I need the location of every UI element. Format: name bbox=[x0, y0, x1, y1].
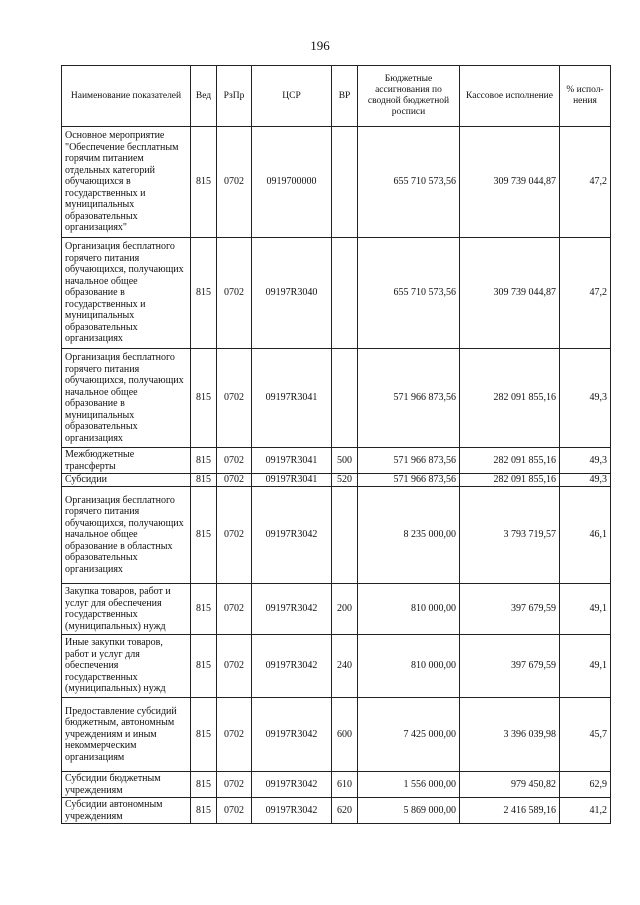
row-csr: 09197R3041 bbox=[252, 448, 332, 474]
row-vr bbox=[332, 127, 358, 238]
row-assignments: 810 000,00 bbox=[358, 584, 460, 635]
row-percent: 62,9 bbox=[560, 772, 611, 798]
row-assignments: 655 710 573,56 bbox=[358, 238, 460, 349]
table-row bbox=[62, 487, 611, 584]
row-percent: 49,3 bbox=[560, 474, 611, 487]
row-rzpr: 0702 bbox=[217, 584, 252, 635]
row-name: Организация бесплатного горячего питания обучающихся, получающих начальное общее образование в областных образовательных организациях bbox=[62, 487, 191, 584]
row-ved: 815 bbox=[191, 349, 217, 448]
row-csr: 09197R3042 bbox=[252, 635, 332, 698]
row-percent: 41,2 bbox=[560, 798, 611, 824]
table-row bbox=[62, 772, 611, 798]
row-assignments: 571 966 873,56 bbox=[358, 349, 460, 448]
row-name: Иные закупки товаров, работ и услуг для обеспечения государственных (муниципальных) нужд bbox=[62, 635, 191, 698]
row-csr: 09197R3041 bbox=[252, 349, 332, 448]
row-ved: 815 bbox=[191, 127, 217, 238]
header-percent: % испол-нения bbox=[560, 66, 611, 127]
table-row bbox=[62, 584, 611, 635]
row-name: Организация бесплатного горячего питания обучающихся, получающих начальное общее образование в муниципальных образовательных организациях bbox=[62, 349, 191, 448]
row-rzpr: 0702 bbox=[217, 698, 252, 772]
row-ved: 815 bbox=[191, 772, 217, 798]
row-vr bbox=[332, 487, 358, 584]
row-name: Основное мероприятие "Обеспечение бесплатным горячим питанием отдельных категорий обучающихся в государственных и муниципальных образовательных организациях" bbox=[62, 127, 191, 238]
row-csr: 09197R3042 bbox=[252, 772, 332, 798]
row-vr: 520 bbox=[332, 474, 358, 487]
row-name: Межбюджетные трансферты bbox=[62, 448, 191, 474]
row-ved: 815 bbox=[191, 448, 217, 474]
row-name: Субсидии автономным учреждениям bbox=[62, 798, 191, 824]
row-cash: 3 396 039,98 bbox=[460, 698, 560, 772]
row-cash: 282 091 855,16 bbox=[460, 474, 560, 487]
row-ved: 815 bbox=[191, 635, 217, 698]
row-csr: 09197R3042 bbox=[252, 698, 332, 772]
row-rzpr: 0702 bbox=[217, 772, 252, 798]
row-cash: 3 793 719,57 bbox=[460, 487, 560, 584]
row-percent: 47,2 bbox=[560, 238, 611, 349]
row-vr: 620 bbox=[332, 798, 358, 824]
row-assignments: 810 000,00 bbox=[358, 635, 460, 698]
row-rzpr: 0702 bbox=[217, 349, 252, 448]
header-assignments: Бюджетные ассигнования по сводной бюджетной росписи bbox=[358, 66, 460, 127]
row-cash: 979 450,82 bbox=[460, 772, 560, 798]
row-ved: 815 bbox=[191, 487, 217, 584]
table-row bbox=[62, 127, 611, 238]
row-assignments: 1 556 000,00 bbox=[358, 772, 460, 798]
row-cash: 397 679,59 bbox=[460, 584, 560, 635]
row-rzpr: 0702 bbox=[217, 487, 252, 584]
row-vr bbox=[332, 349, 358, 448]
row-percent: 49,1 bbox=[560, 635, 611, 698]
row-vr: 600 bbox=[332, 698, 358, 772]
row-csr: 09197R3042 bbox=[252, 798, 332, 824]
row-name: Закупка товаров, работ и услуг для обеспечения государственных (муниципальных) нужд bbox=[62, 584, 191, 635]
row-csr: 09197R3042 bbox=[252, 584, 332, 635]
budget-execution-table bbox=[61, 65, 611, 824]
row-assignments: 8 235 000,00 bbox=[358, 487, 460, 584]
row-name: Субсидии бюджетным учреждениям bbox=[62, 772, 191, 798]
table-row bbox=[62, 474, 611, 487]
row-vr: 200 bbox=[332, 584, 358, 635]
row-assignments: 571 966 873,56 bbox=[358, 474, 460, 487]
header-vr: ВР bbox=[332, 66, 358, 127]
row-rzpr: 0702 bbox=[217, 798, 252, 824]
row-rzpr: 0702 bbox=[217, 127, 252, 238]
row-csr: 0919700000 bbox=[252, 127, 332, 238]
header-rzpr: РзПр bbox=[217, 66, 252, 127]
row-ved: 815 bbox=[191, 474, 217, 487]
row-csr: 09197R3040 bbox=[252, 238, 332, 349]
header-name: Наименование показателей bbox=[62, 66, 191, 127]
row-name: Предоставление субсидий бюджетным, автономным учреждениям и иным некоммерческим организациям bbox=[62, 698, 191, 772]
row-ved: 815 bbox=[191, 698, 217, 772]
row-vr bbox=[332, 238, 358, 349]
row-csr: 09197R3042 bbox=[252, 487, 332, 584]
row-cash: 2 416 589,16 bbox=[460, 798, 560, 824]
table-row bbox=[62, 349, 611, 448]
table-row bbox=[62, 238, 611, 349]
header-csr: ЦСР bbox=[252, 66, 332, 127]
table-row bbox=[62, 798, 611, 824]
row-cash: 282 091 855,16 bbox=[460, 448, 560, 474]
row-csr: 09197R3041 bbox=[252, 474, 332, 487]
row-rzpr: 0702 bbox=[217, 448, 252, 474]
row-ved: 815 bbox=[191, 238, 217, 349]
row-assignments: 7 425 000,00 bbox=[358, 698, 460, 772]
row-cash: 397 679,59 bbox=[460, 635, 560, 698]
table-header-row bbox=[62, 66, 611, 127]
row-vr: 240 bbox=[332, 635, 358, 698]
row-cash: 309 739 044,87 bbox=[460, 238, 560, 349]
row-vr: 500 bbox=[332, 448, 358, 474]
row-assignments: 571 966 873,56 bbox=[358, 448, 460, 474]
row-percent: 49,1 bbox=[560, 584, 611, 635]
row-vr: 610 bbox=[332, 772, 358, 798]
row-assignments: 655 710 573,56 bbox=[358, 127, 460, 238]
row-name: Организация бесплатного горячего питания обучающихся, получающих начальное общее образование в государственных и муниципальных образовательных организациях bbox=[62, 238, 191, 349]
table-row bbox=[62, 448, 611, 474]
row-cash: 309 739 044,87 bbox=[460, 127, 560, 238]
row-assignments: 5 869 000,00 bbox=[358, 798, 460, 824]
row-percent: 46,1 bbox=[560, 487, 611, 584]
table-row bbox=[62, 635, 611, 698]
row-rzpr: 0702 bbox=[217, 474, 252, 487]
row-percent: 49,3 bbox=[560, 349, 611, 448]
row-ved: 815 bbox=[191, 798, 217, 824]
row-percent: 47,2 bbox=[560, 127, 611, 238]
row-cash: 282 091 855,16 bbox=[460, 349, 560, 448]
table-body bbox=[62, 127, 611, 824]
row-percent: 49,3 bbox=[560, 448, 611, 474]
row-name: Субсидии bbox=[62, 474, 191, 487]
row-rzpr: 0702 bbox=[217, 635, 252, 698]
row-percent: 45,7 bbox=[560, 698, 611, 772]
row-rzpr: 0702 bbox=[217, 238, 252, 349]
page-number: 196 bbox=[310, 38, 330, 53]
header-ved: Вед bbox=[191, 66, 217, 127]
table-row bbox=[62, 698, 611, 772]
header-cash-execution: Кассовое исполнение bbox=[460, 66, 560, 127]
row-ved: 815 bbox=[191, 584, 217, 635]
